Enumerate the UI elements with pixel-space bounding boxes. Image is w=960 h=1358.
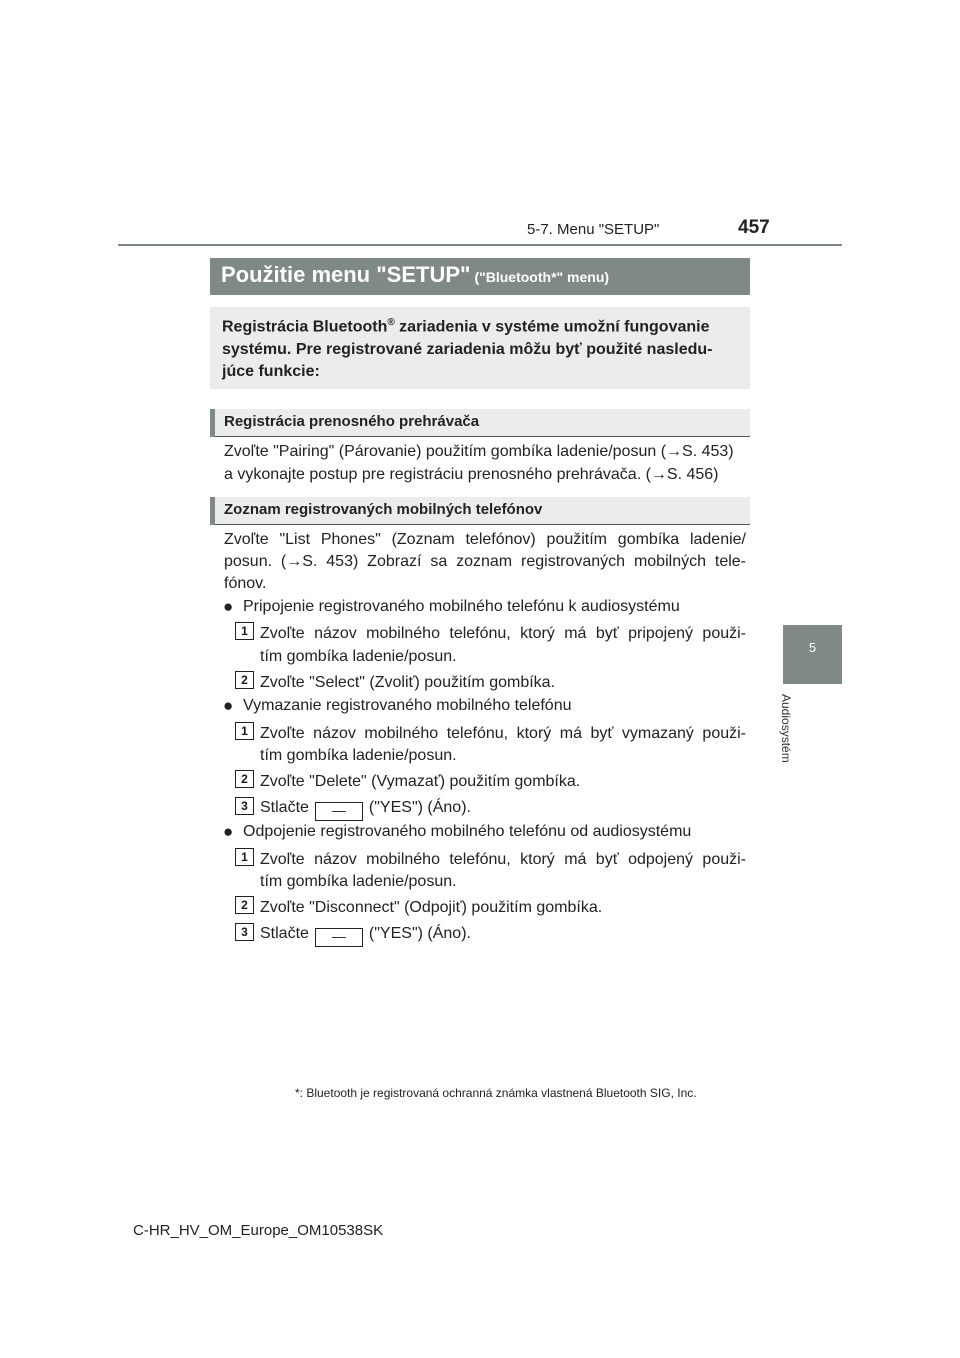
disconnect-step1-line1: Zvoľte názov mobilného telefónu, ktorý má byť odpojený použi- <box>260 851 746 868</box>
step-number-2: 2 <box>235 671 254 689</box>
step-text: Stlačte <box>260 799 309 816</box>
connect-step2: Zvoľte "Select" (Zvoliť) použitím gombíka. <box>260 674 556 691</box>
footnote: *: Bluetooth je registrovaná ochranná známka vlastnená Bluetooth SIG, Inc. <box>295 1086 697 1100</box>
page-title <box>221 262 609 288</box>
intro-text: Registrácia Bluetooth <box>222 318 388 336</box>
delete-step1-line1: Zvoľte názov mobilného telefónu, ktorý má byť vymazaný použi- <box>260 725 746 742</box>
step-number-3: 3 <box>235 797 254 815</box>
intro-line-3: júce funkcie: <box>222 363 320 380</box>
step-number-1: 1 <box>235 722 254 740</box>
step-number-2: 2 <box>235 770 254 788</box>
intro-line-1 <box>222 317 710 336</box>
delete-step2: Zvoľte "Delete" (Vymazať) použitím gombíka. <box>260 773 581 790</box>
section-heading-text: Zoznam registrovaných mobilných telefónov <box>224 501 543 518</box>
bullet-icon: ● <box>223 822 234 841</box>
page-title-sub: ("Bluetooth*" menu) <box>474 269 610 285</box>
disconnect-step3 <box>260 924 471 947</box>
disconnect-step1-line2: tím gombíka ladenie/posun. <box>260 873 457 890</box>
document-id: C-HR_HV_OM_Europe_OM10538SK <box>133 1222 384 1239</box>
bullet-delete: Vymazanie registrovaného mobilného telefónu <box>243 697 572 714</box>
chapter-label-container <box>779 694 813 794</box>
step-number-2: 2 <box>235 896 254 914</box>
bullet-disconnect: Odpojenie registrovaného mobilného telefónu od audiosystému <box>243 823 692 840</box>
bullet-connect: Pripojenie registrovaného mobilného telefónu k audiosystému <box>243 598 680 615</box>
chapter-tab: 5 <box>783 625 842 684</box>
step-text: ("YES") (Áno). <box>368 925 471 942</box>
intro-text: zariadenia v systéme umožní fungovanie <box>394 318 710 336</box>
registered-mark: ® <box>387 317 395 328</box>
section1-text-line-2: a vykonajte postup pre registráciu prenosného prehrávača. (→S. 456) <box>224 466 719 483</box>
step-text: Stlačte <box>260 925 309 942</box>
bullet-icon: ● <box>223 696 234 715</box>
intro-box <box>210 307 750 389</box>
intro-line-2: systému. Pre registrované zariadenia môžu byť použité nasledu- <box>222 341 713 358</box>
delete-step1-line2: tím gombíka ladenie/posun. <box>260 747 457 764</box>
chapter-label: Audiosystém <box>779 694 793 763</box>
step-text: ("YES") (Áno). <box>368 799 471 816</box>
step-number-1: 1 <box>235 622 254 640</box>
section2-para-line-3: fónov. <box>224 575 267 592</box>
page-number: 457 <box>738 217 770 238</box>
page-title-bar <box>210 258 750 295</box>
section2-para-line-2: posun. (→S. 453) Zobrazí sa zoznam registrovaných mobilných tele- <box>224 553 746 570</box>
page-title-main: Použitie menu "SETUP" <box>221 262 471 287</box>
header-section-title: 5-7. Menu "SETUP" <box>527 221 660 238</box>
disconnect-step2: Zvoľte "Disconnect" (Odpojiť) použitím gombíka. <box>260 899 603 916</box>
section1-text-line-1: Zvoľte "Pairing" (Párovanie) použitím gombíka ladenie/posun (→S. 453) <box>224 443 734 460</box>
connect-step1-line2: tím gombíka ladenie/posun. <box>260 648 457 665</box>
section-heading-player <box>210 409 750 437</box>
bullet-icon: ● <box>223 597 234 616</box>
yes-key-icon: — <box>315 928 363 947</box>
step-number-3: 3 <box>235 923 254 941</box>
delete-step3 <box>260 798 471 821</box>
section2-para-line-1: Zvoľte "List Phones" (Zoznam telefónov) použitím gombíka ladenie/ <box>224 531 746 548</box>
header-divider <box>118 244 842 246</box>
yes-key-icon: — <box>315 802 363 821</box>
step-number-1: 1 <box>235 848 254 866</box>
connect-step1-line1: Zvoľte názov mobilného telefónu, ktorý má byť pripojený použi- <box>260 625 746 642</box>
section-heading-text: Registrácia prenosného prehrávača <box>224 413 480 430</box>
section-heading-phones <box>210 497 750 525</box>
